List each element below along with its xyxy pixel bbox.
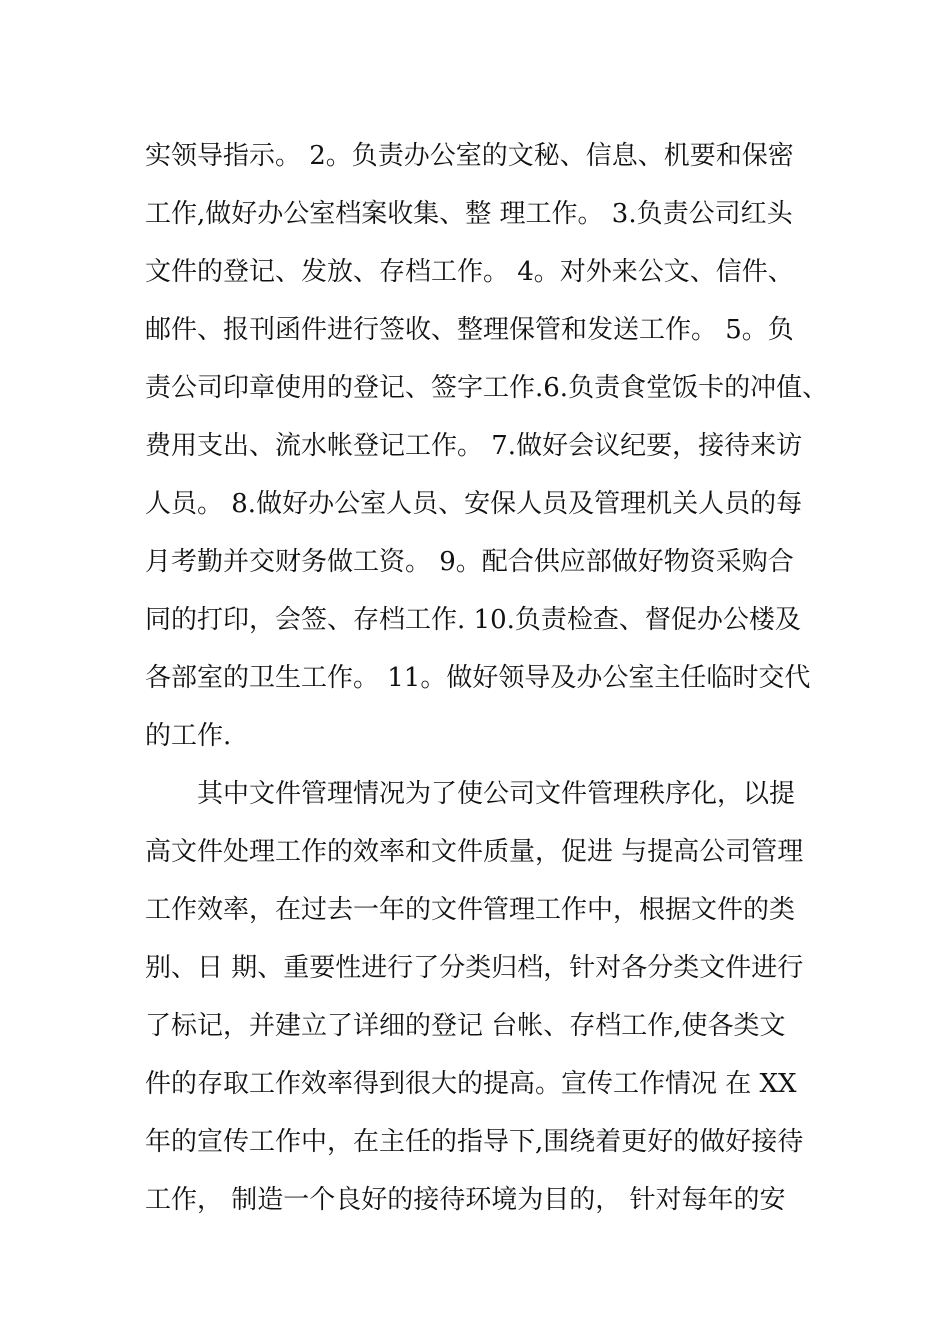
text-line-10: 各部室的卫生工作。 11。做好领导及办公室主任临时交代 — [145, 663, 811, 693]
text-line-14: 工作效率，在过去一年的文件管理工作中，根据文件的类 — [145, 895, 796, 925]
text-line-4: 邮件、报刊函件进行签收、整理保管和发送工作。 5。负 — [145, 315, 794, 345]
text-line-18: 年的宣传工作中，在主任的指导下,围绕着更好的做好接待 — [145, 1127, 804, 1157]
text-line-3: 文件的登记、发放、存档工作。 4。对外来公文、信件、 — [145, 257, 794, 287]
text-line-6: 费用支出、流水帐登记工作。 7.做好会议纪要，接待来访 — [145, 431, 803, 461]
text-line-16: 了标记，并建立了详细的登记 台帐、存档工作,使各类文 — [145, 1011, 786, 1041]
text-line-9: 同的打印，会签、存档工作. 10.负责检查、督促办公楼及 — [145, 605, 801, 635]
text-line-15: 别、日 期、重要性进行了分类归档，针对各分类文件进行 — [145, 953, 804, 983]
text-line-17: 件的存取工作效率得到很大的提高。宣传工作情况 在 XX — [145, 1069, 797, 1099]
text-line-12: 其中文件管理情况为了使公司文件管理秩序化，以提 — [145, 779, 796, 809]
text-line-5: 责公司印章使用的登记、签字工作.6.负责食堂饭卡的冲值、 — [145, 373, 829, 403]
body-text — [145, 127, 845, 1229]
text-line-1: 实领导指示。 2。负责办公室的文秘、信息、机要和保密 — [145, 141, 794, 171]
text-line-13: 高文件处理工作的效率和文件质量，促进 与提高公司管理 — [145, 837, 804, 867]
text-line-7: 人员。 8.做好办公室人员、安保人员及管理机关人员的每 — [145, 489, 803, 519]
text-line-8: 月考勤并交财务做工资。 9。配合供应部做好物资采购合 — [145, 547, 794, 577]
text-line-2: 工作,做好办公室档案收集、整 理工作。 3.负责公司红头 — [145, 199, 793, 229]
text-line-19: 工作， 制造一个良好的接待环境为目的， 针对每年的安 — [145, 1185, 786, 1215]
text-line-11: 的工作. — [145, 721, 232, 751]
